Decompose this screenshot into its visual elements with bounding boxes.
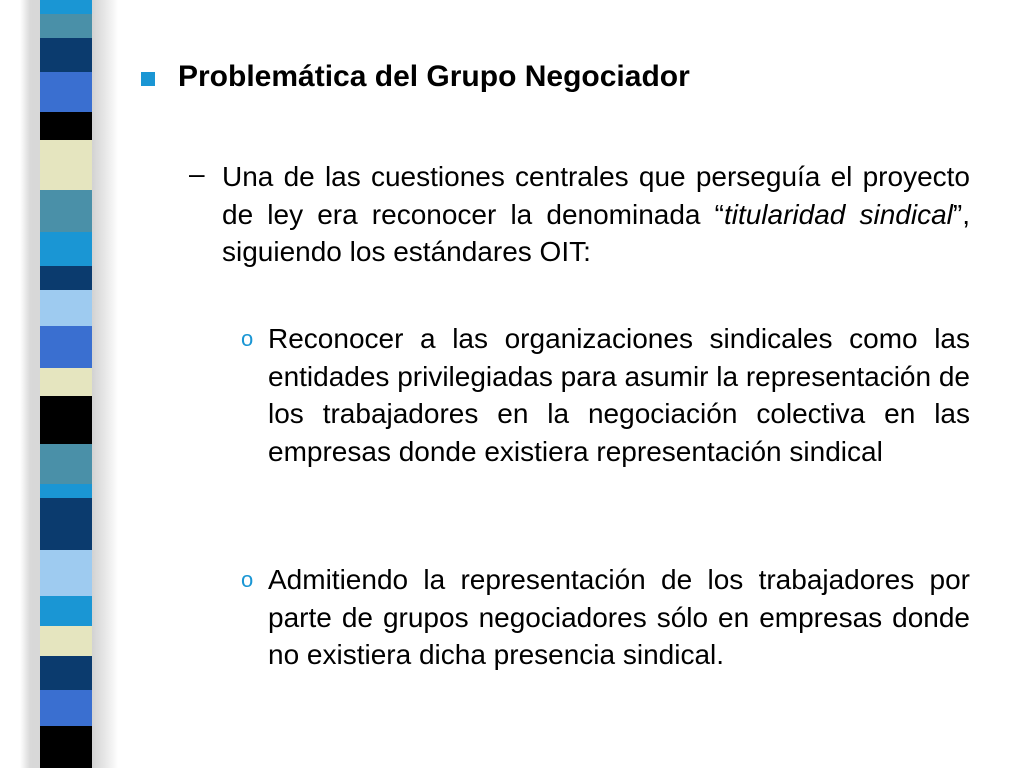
slide-title: Problemática del Grupo Negociador [178, 60, 690, 93]
sub-item-paragraph [222, 158, 970, 271]
sub-item-text-italic: titularidad sindical [723, 198, 953, 230]
circle-bullet-icon: o [241, 567, 254, 592]
circle-bullet-icon: o [241, 326, 254, 351]
dash-bullet: – [189, 158, 205, 189]
point-second: Admitiendo la representación de los trabajadores por parte de grupos negociadores sólo en empresas donde no existiera dicha presencia sindical. [268, 564, 970, 670]
point-first: Reconocer a las organizaciones sindicales como las entidades privilegiadas para asumir la representación de los trabajadores en la negociación colectiva en las empresas donde existiera representación sindical [268, 323, 970, 467]
sub-item-text-before: Una de las cuestiones centrales que perseguía el proyecto de ley era reconocer la denominada “ [222, 161, 970, 230]
sub-item-text-after: ”, siguiendo los estándares OIT: [222, 198, 970, 267]
square-bullet-icon [141, 72, 155, 86]
